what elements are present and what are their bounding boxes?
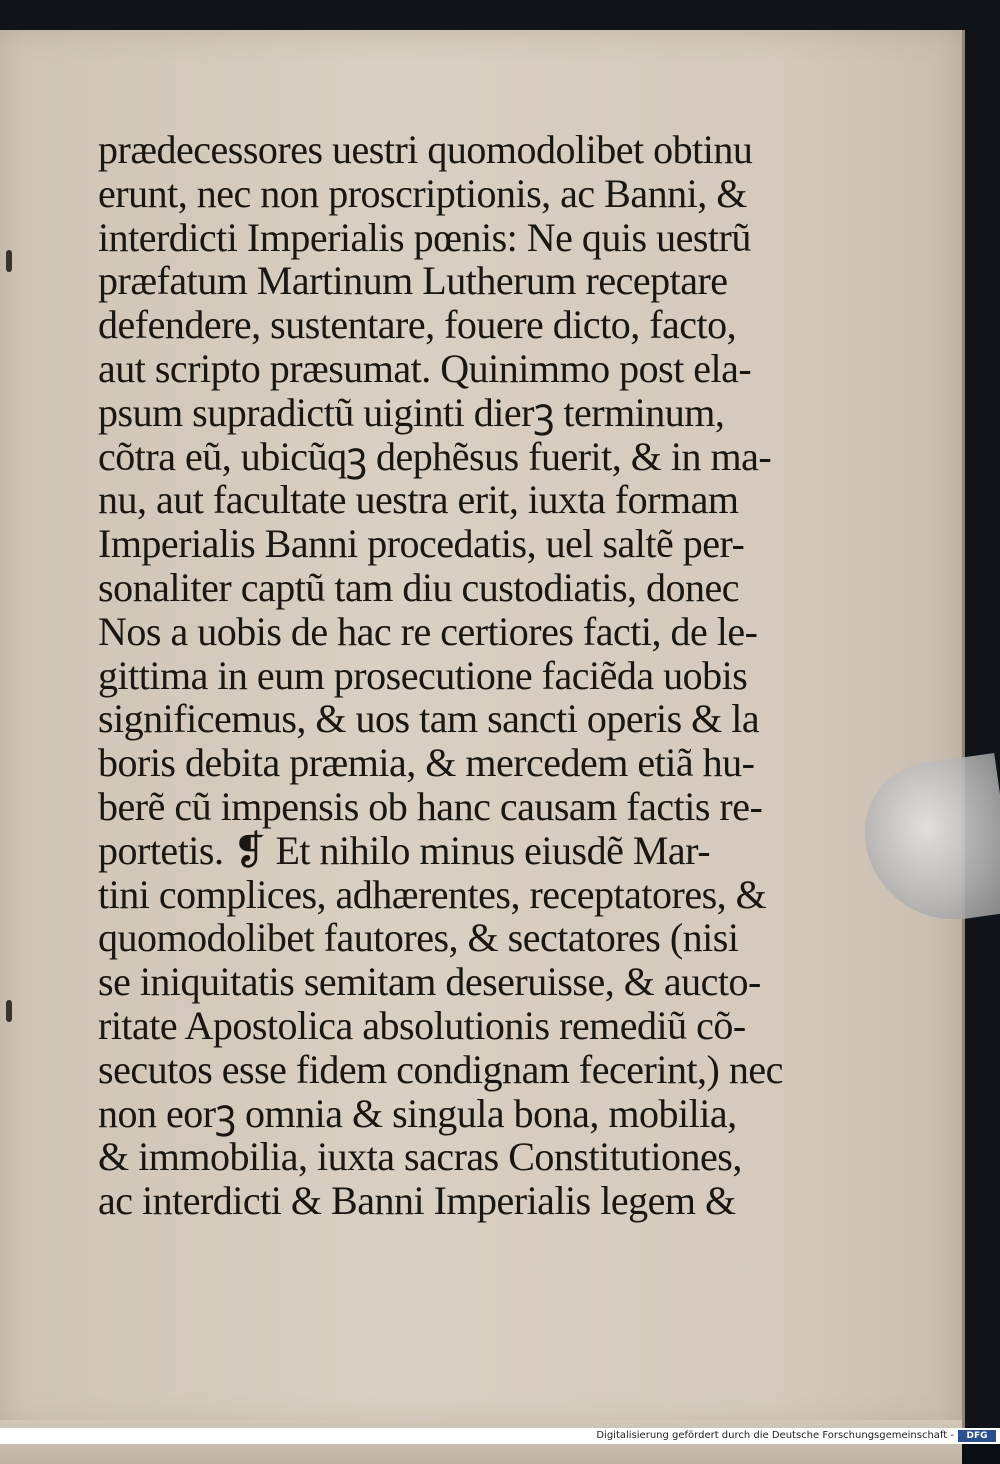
binding-mark bbox=[6, 1000, 12, 1022]
text-line: ac interdicti & Banni Imperialis legem & bbox=[98, 1178, 736, 1224]
text-line: præfatum Martinum Lutherum receptare bbox=[98, 258, 728, 304]
text-line: quomodolibet fautores, & sectatores (nisi bbox=[98, 915, 739, 961]
text-line: Nos a uobis de hac re certiores facti, de le- bbox=[98, 608, 758, 654]
dfg-logo: DFG bbox=[958, 1430, 996, 1442]
text-line: berẽ cũ impensis ob hanc causam factis re- bbox=[98, 783, 763, 829]
text-line: ritate Apostolica absolutionis remediũ cõ- bbox=[98, 1002, 746, 1048]
text-line: boris debita præmia, & mercedem etiã hu- bbox=[98, 740, 755, 786]
text-line: interdicti Imperialis pœnis: Ne quis uestrũ bbox=[98, 214, 751, 260]
text-line: psum supradictũ uiginti dierꝫ terminum, bbox=[98, 389, 725, 435]
text-line: defendere, sustentare, fouere dicto, facto, bbox=[98, 302, 737, 348]
text-line: aut scripto præsumat. Quinimmo post ela- bbox=[98, 345, 752, 391]
text-line: portetis. ❡ Et nihilo minus eiusdẽ Mar- bbox=[98, 827, 711, 873]
text-line: tini complices, adhærentes, receptatores, & bbox=[98, 871, 767, 917]
binding-mark bbox=[6, 250, 12, 272]
footer-bar bbox=[0, 1428, 1000, 1444]
text-line: nu, aut facultate uestra erit, iuxta formam bbox=[98, 477, 739, 523]
text-line: secutos esse fidem condignam fecerint,) nec bbox=[98, 1046, 783, 1092]
text-line: se iniquitatis semitam deseruisse, & aucto- bbox=[98, 959, 761, 1005]
text-line: Imperialis Banni procedatis, uel saltẽ per- bbox=[98, 521, 745, 567]
printed-text bbox=[98, 127, 783, 1224]
text-line: cõtra eũ, ubicũqꝫ dephẽsus fuerit, & in ma- bbox=[98, 433, 772, 479]
text-line: & immobilia, iuxta sacras Constitutiones, bbox=[98, 1134, 742, 1180]
funding-note: Digitalisierung gefördert durch die Deutsche Forschungsgemeinschaft - bbox=[596, 1430, 954, 1441]
text-line: gittima in eum prosecutione faciẽda uobis bbox=[98, 652, 748, 698]
text-line: non eorꝫ omnia & singula bona, mobilia, bbox=[98, 1090, 737, 1136]
text-line: erunt, nec non proscriptionis, ac Banni, & bbox=[98, 170, 747, 216]
text-line: significemus, & uos tam sancti operis & la bbox=[98, 696, 760, 742]
text-line: prædecessores uestri quomodolibet obtinu bbox=[98, 127, 753, 172]
text-line: sonaliter captũ tam diu custodiatis, donec bbox=[98, 564, 740, 610]
